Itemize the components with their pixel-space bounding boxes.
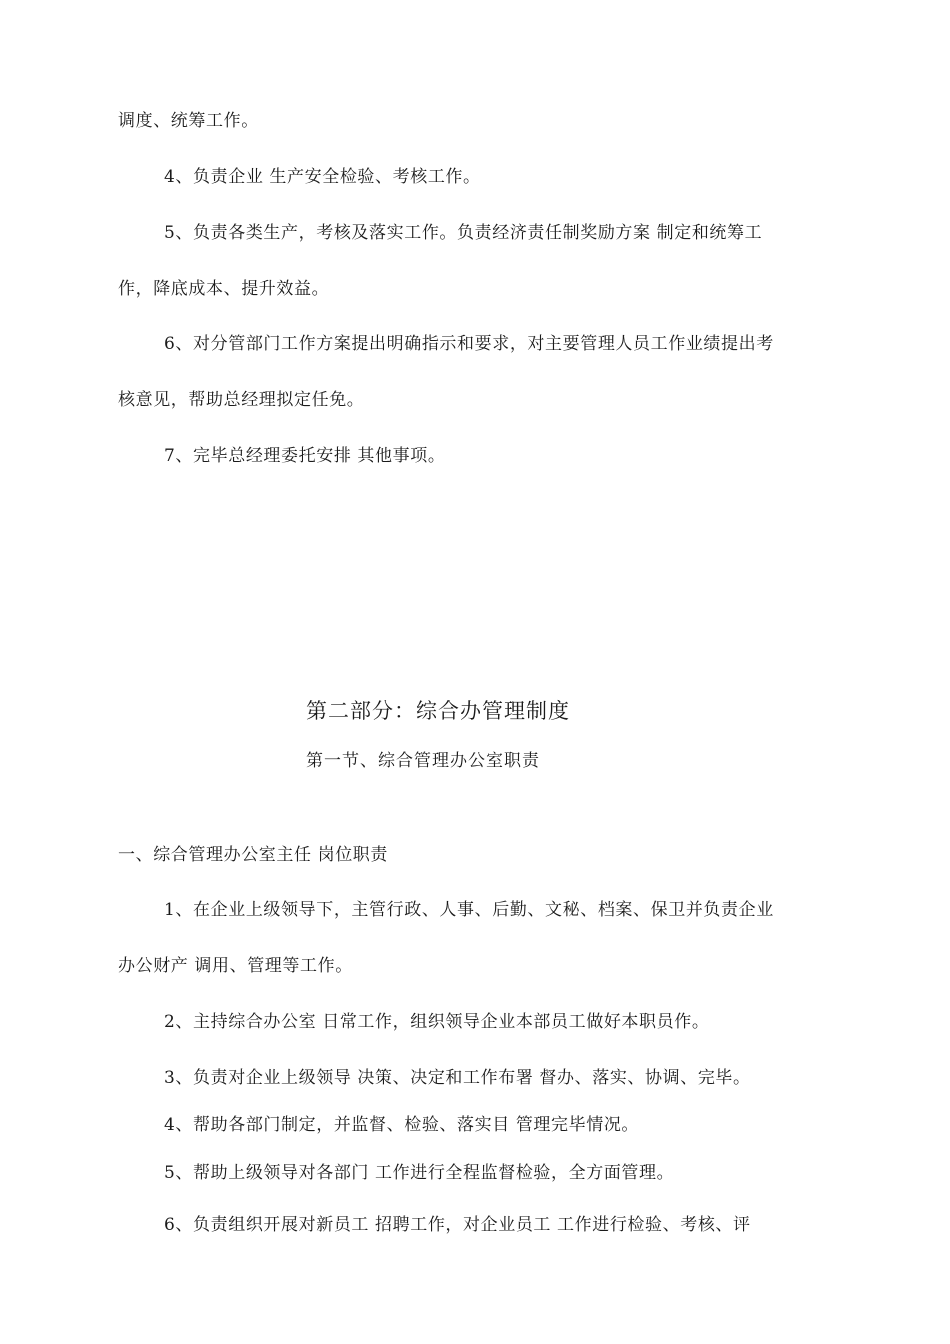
text-line: 作，降底成本、提升效益。 <box>118 279 330 299</box>
text-line: 3、负责对企业上级领导 决策、决定和工作布署 督办、落实、协调、完毕。 <box>164 1068 751 1088</box>
text-line: 5、负责各类生产，考核及落实工作。负责经济责任制奖励方案 制定和统筹工 <box>164 223 763 243</box>
text-line: 4、帮助各部门制定，并监督、检验、落实目 管理完毕情况。 <box>164 1115 640 1135</box>
section-title: 第一节、综合管理办公室职责 <box>306 751 540 771</box>
text-line: 4、负责企业 生产安全检验、考核工作。 <box>164 167 481 187</box>
text-line: 办公财产 调用、管理等工作。 <box>118 956 353 976</box>
text-line: 7、完毕总经理委托安排 其他事项。 <box>164 446 446 466</box>
text-line: 1、在企业上级领导下，主管行政、人事、后勤、文秘、档案、保卫并负责企业 <box>164 900 774 920</box>
text-line: 6、对分管部门工作方案提出明确指示和要求，对主要管理人员工作业绩提出考 <box>164 334 774 354</box>
text-line: 调度、统筹工作。 <box>118 111 259 131</box>
text-line: 核意见，帮助总经理拟定任免。 <box>118 390 365 410</box>
text-line: 5、帮助上级领导对各部门 工作进行全程监督检验，全方面管理。 <box>164 1163 675 1183</box>
section-heading: 一、综合管理办公室主任 岗位职责 <box>118 845 389 865</box>
text-line: 2、主持综合办公室 日常工作，组织领导企业本部员工做好本职员作。 <box>164 1012 710 1032</box>
text-line: 6、负责组织开展对新员工 招聘工作，对企业员工 工作进行检验、考核、评 <box>164 1215 751 1235</box>
part-title: 第二部分：综合办管理制度 <box>306 699 570 723</box>
